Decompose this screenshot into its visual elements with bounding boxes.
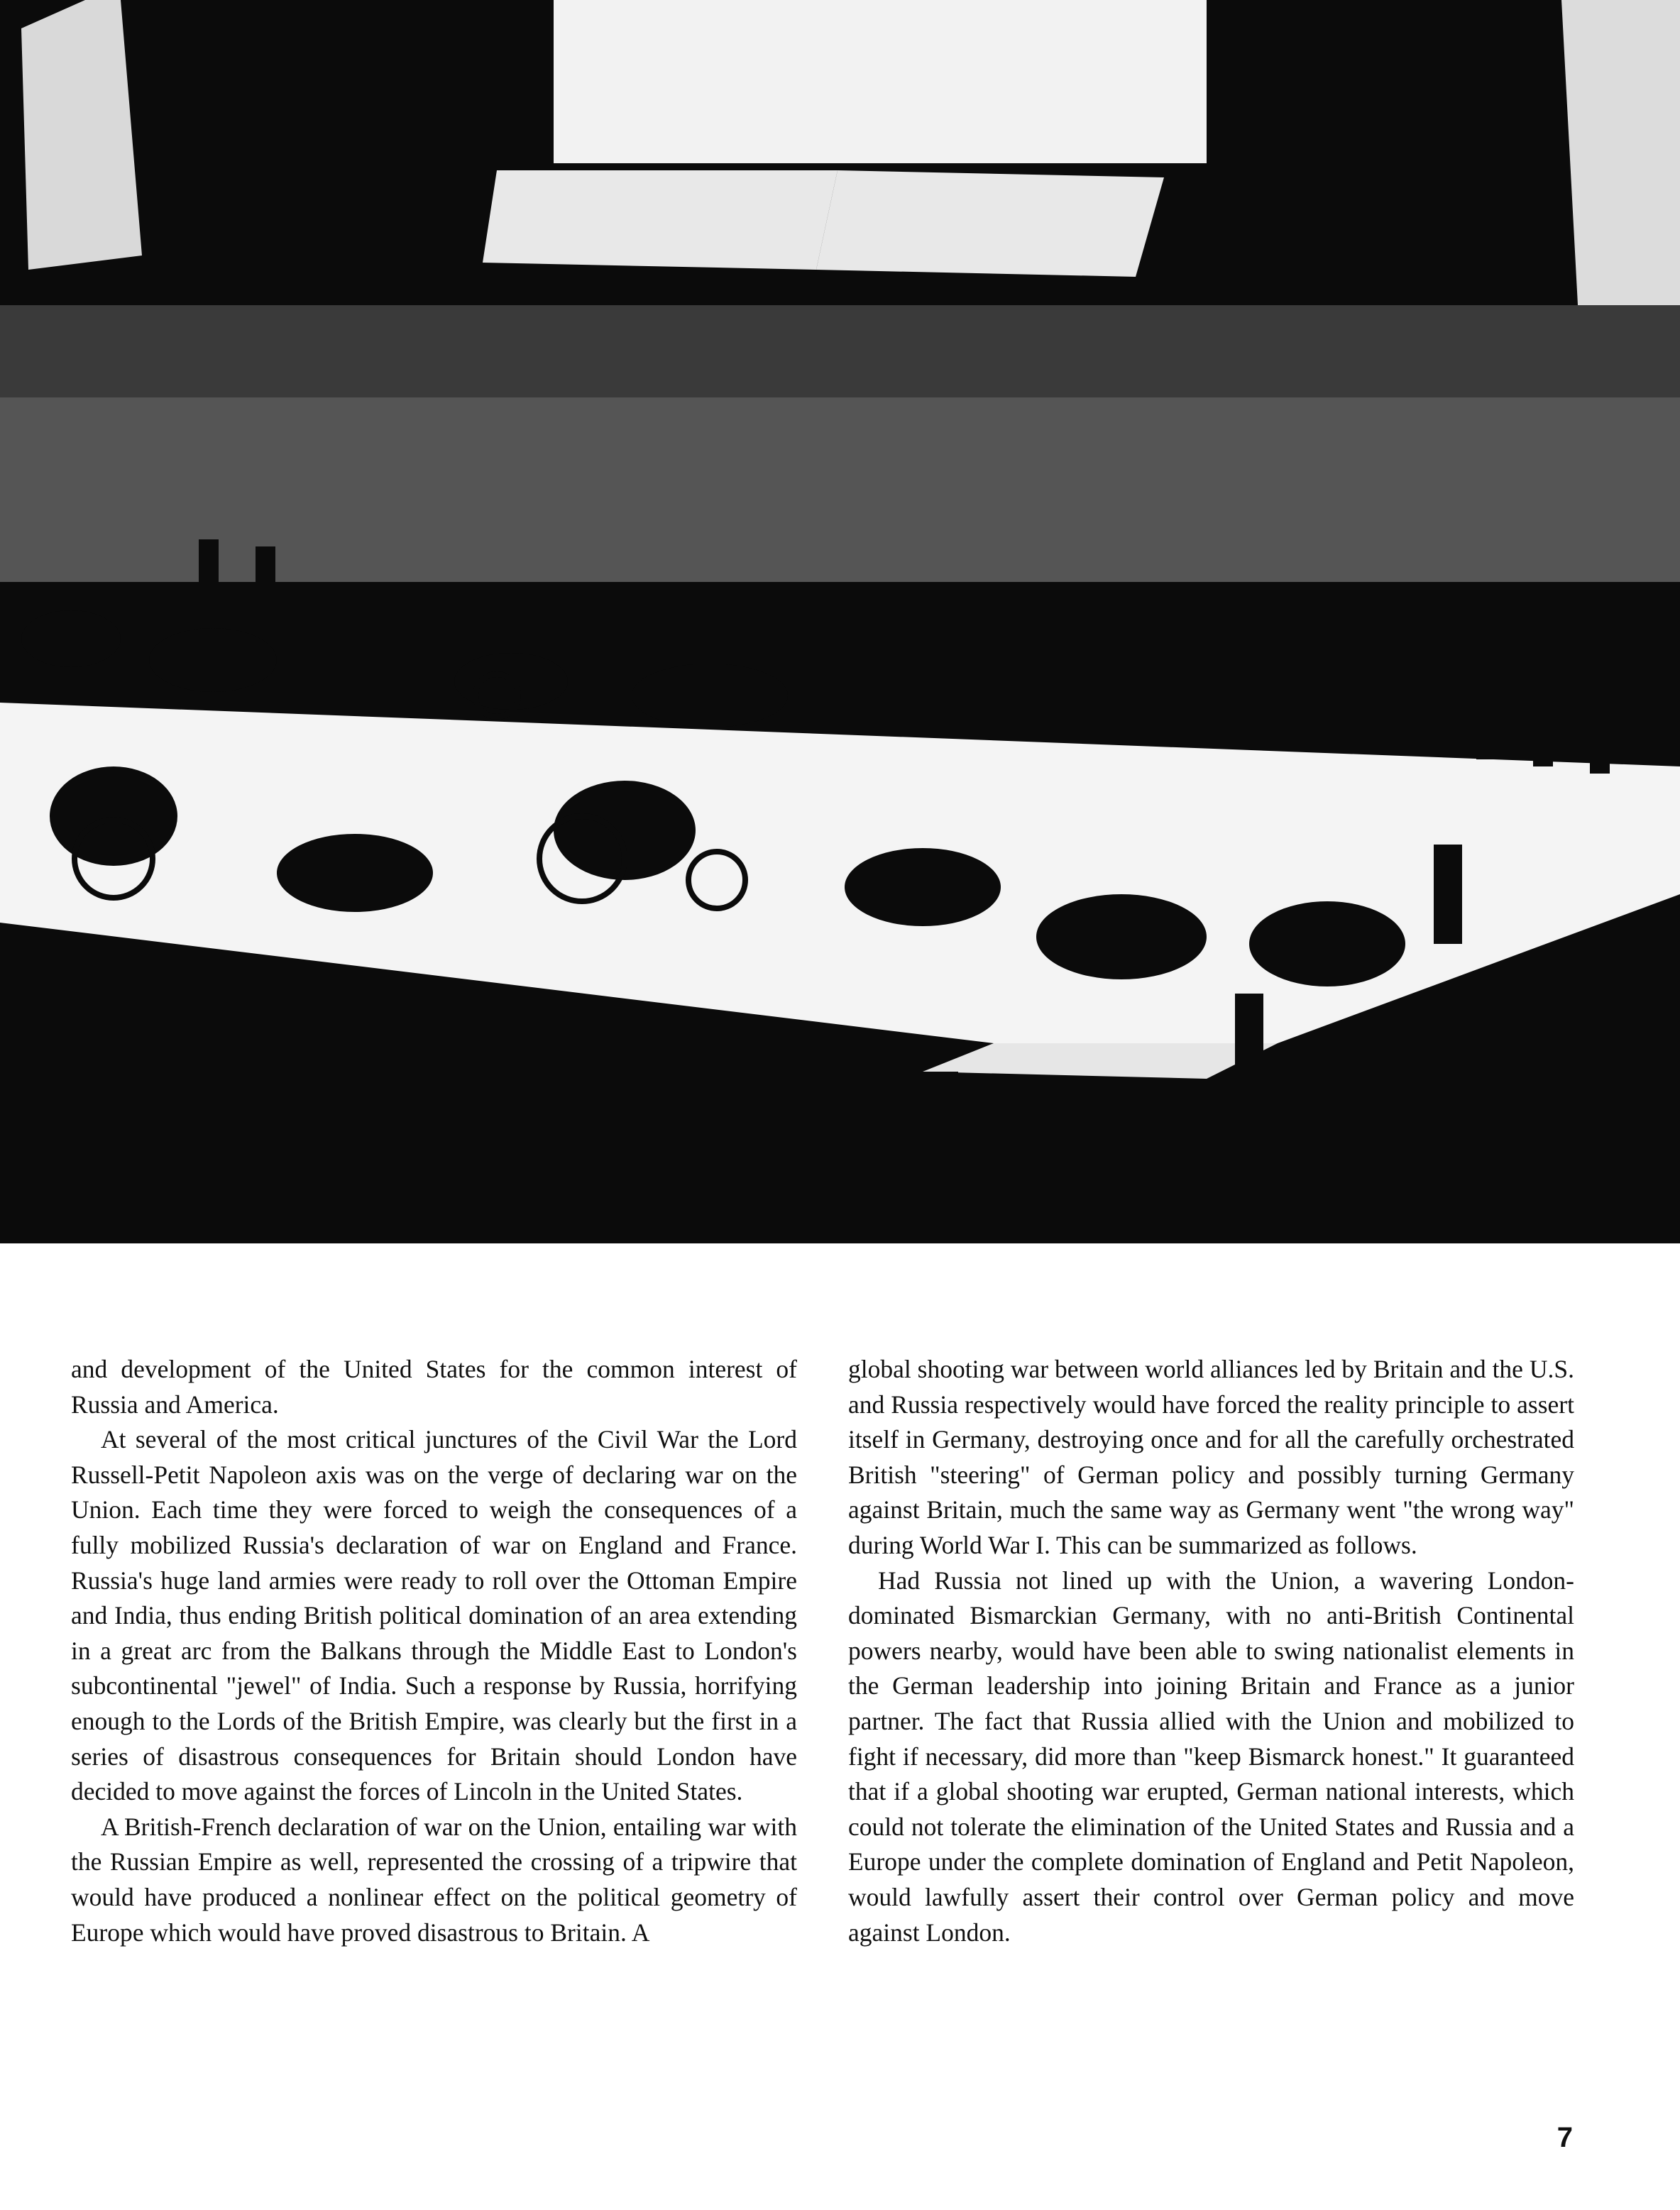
right-paragraph-1: global shooting war between world alliances led by Britain and the U.S. and Russia respectively would have forced the reality principle to assert itself in Germany, destroying once and for all the carefully orchestrated British "steering" of German policy and possibly turning Germany against Britain, much the same way as Germany went "the wrong way" during World War I. This can be summarized as follows. [848, 1355, 1574, 1559]
left-paragraph-3: A British-French declaration of war on the Union, entailing war with the Russian Empire as well, represented the crossing of a tripwire that would have produced a nonlinear effect on the political geometry of Europe which would have proved disastrous to Britain. A [71, 1812, 797, 1947]
left-paragraph-2: At several of the most critical junctures of the Civil War the Lord Russell-Petit Napoleon axis was on the verge of declaring war on the Union. Each time they were forced to weigh the consequences of a fully mobilized Russia's declaration of war on England and France. Russia's huge land armies were ready to roll over the Ottoman Empire and India, thus ending British political domination of an area extending in a great arc from the Balkans through the Middle East to London's subcontinental "jewel" of India. Such a response by Russia, horrifying enough to the Lords of the British Empire, was clearly but the first in a series of disastrous consequences for Britain should London have decided to move against the forces of Lincoln in the United States. [71, 1425, 797, 1806]
right-paragraph-2: Had Russia not lined up with the Union, a wavering London-dominated Bismarckian Germany, with no anti-British Continental powers nearby, would have been able to swing nationalist elements in the German leadership into joining Britain and France as a junior partner. The fact that Russia allied with the Union and mobilized to fight if necessary, did more than "keep Bismarck honest." It guaranteed that if a global shooting war erupted, German national interests, which could not tolerate the elimination of the United States and Russia and a Europe under the complete domination of England and Petit Napoleon, would lawfully assert their control over German policy and move against London. [848, 1566, 1574, 1947]
left-paragraph-1: and development of the United States for the common interest of Russia and America. [71, 1355, 797, 1419]
left-text-column [71, 1352, 797, 1950]
page-number: 7 [1557, 2122, 1573, 2153]
right-text-column [848, 1352, 1574, 1950]
